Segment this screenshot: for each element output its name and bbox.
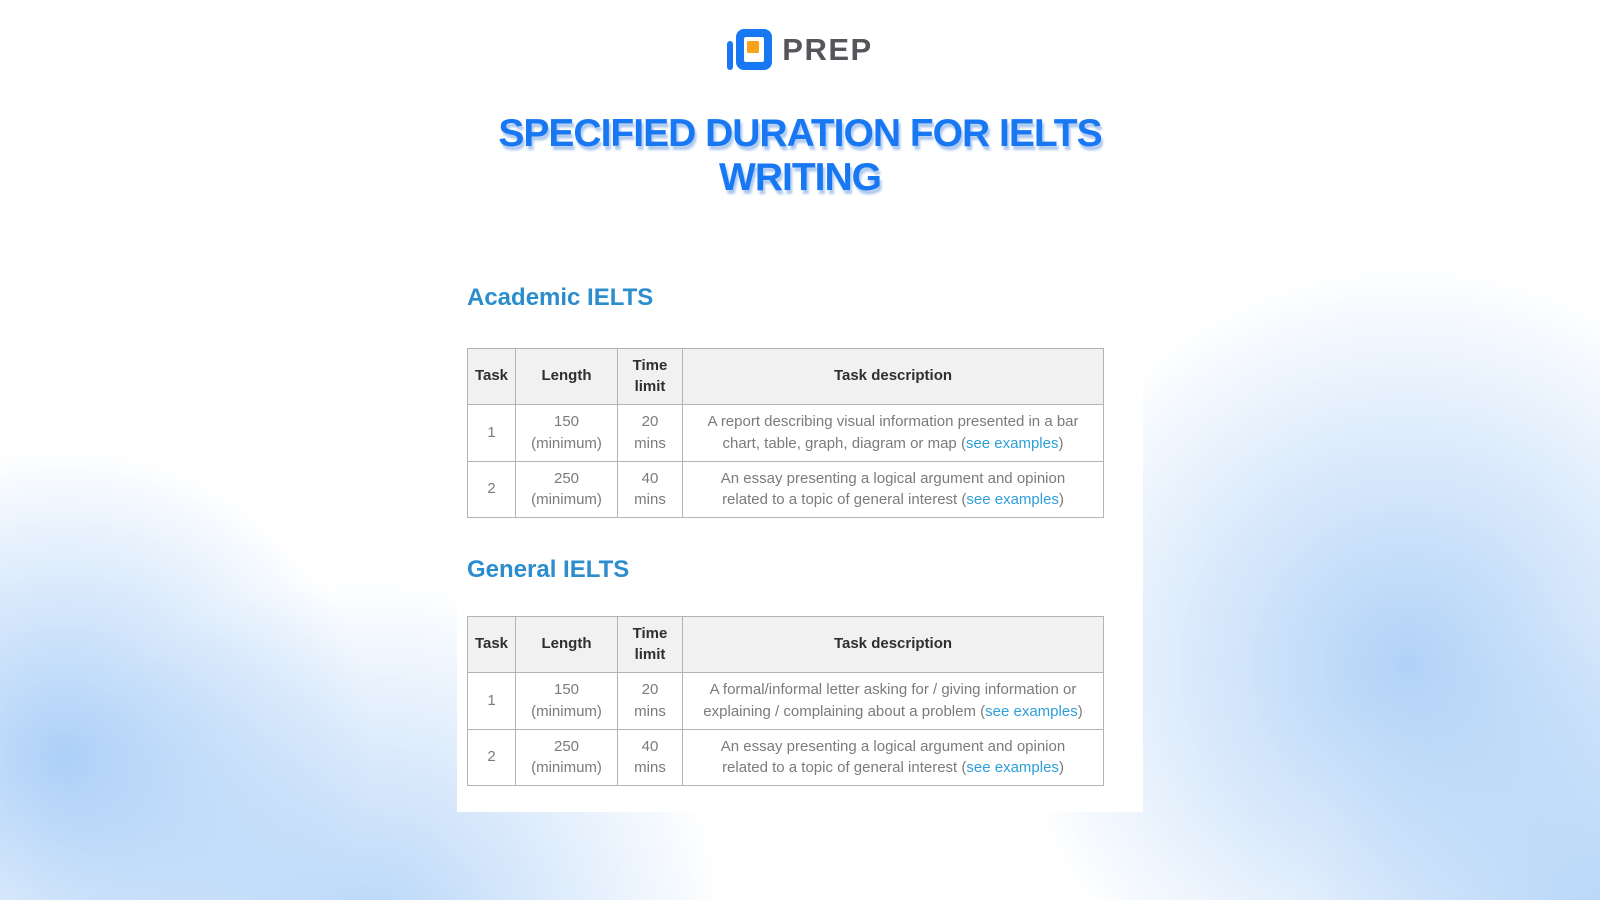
- description-cell: [683, 461, 1104, 518]
- prep-logo-wordmark: PREP: [782, 32, 873, 67]
- description-text: An essay presenting a logical argument and opinion related to a topic of general interest (: [720, 469, 1066, 509]
- time-limit-cell: [618, 405, 683, 462]
- col-header-task-description: Task description: [683, 617, 1104, 673]
- length-note: (minimum): [531, 702, 602, 720]
- section-heading-academic: Academic IELTS: [467, 284, 654, 311]
- time-value: 20: [641, 681, 659, 698]
- see-examples-link[interactable]: see examples: [965, 434, 1059, 452]
- description-text-after: ): [1058, 434, 1064, 452]
- time-value: 40: [641, 469, 659, 487]
- table-row: [468, 729, 1104, 786]
- length-note: (minimum): [531, 434, 602, 452]
- table-row: [468, 461, 1104, 518]
- length-cell: [516, 461, 618, 518]
- task-cell: 2: [468, 461, 516, 518]
- description-text: A formal/informal letter asking for / giving information or explaining / complaining about a problem (: [703, 681, 1077, 720]
- table-header-row: [468, 349, 1104, 405]
- col-header-length: Length: [516, 617, 618, 673]
- length-value: 250: [553, 737, 580, 755]
- col-header-time-limit: Time limit: [618, 349, 683, 405]
- length-value: 250: [553, 469, 580, 487]
- length-cell: [516, 673, 618, 730]
- brand-logo: [467, 0, 1133, 72]
- description-text: A report describing visual information presented in a bar chart, table, graph, diagram or map (: [707, 413, 1079, 452]
- academic-ielts-table: [467, 348, 1104, 518]
- table-row: [468, 405, 1104, 462]
- length-note: (minimum): [531, 759, 602, 777]
- task-cell: 1: [468, 405, 516, 462]
- time-unit: mins: [634, 759, 666, 777]
- description-text-after: ): [1058, 759, 1064, 777]
- general-ielts-table: [467, 616, 1104, 786]
- task-cell: 1: [468, 673, 516, 730]
- see-examples-link[interactable]: see examples: [966, 759, 1059, 777]
- col-header-task: Task: [468, 617, 516, 673]
- length-value: 150: [553, 681, 580, 698]
- time-limit-cell: [618, 673, 683, 730]
- time-limit-cell: [618, 461, 683, 518]
- see-examples-link[interactable]: see examples: [985, 702, 1078, 720]
- table-header-row: [468, 617, 1104, 673]
- length-cell: [516, 405, 618, 462]
- length-value: 150: [553, 413, 580, 430]
- content-panel: [457, 0, 1143, 812]
- col-header-task: Task: [468, 349, 516, 405]
- description-text-after: ): [1058, 491, 1064, 509]
- time-unit: mins: [634, 702, 666, 720]
- description-cell: [683, 405, 1104, 462]
- section-heading-general: General IELTS: [467, 556, 630, 583]
- time-limit-cell: [618, 729, 683, 786]
- col-header-time-limit: Time limit: [618, 617, 683, 673]
- table-row: [468, 673, 1104, 730]
- task-cell: 2: [468, 729, 516, 786]
- description-cell: [683, 729, 1104, 786]
- time-unit: mins: [634, 434, 666, 452]
- col-header-task-description: Task description: [683, 349, 1104, 405]
- time-value: 20: [641, 413, 659, 430]
- length-cell: [516, 729, 618, 786]
- col-header-length: Length: [516, 349, 618, 405]
- description-cell: [683, 673, 1104, 730]
- time-value: 40: [641, 737, 659, 755]
- page-title: SPECIFIED DURATION FOR IELTS WRITING: [498, 112, 1102, 199]
- see-examples-link[interactable]: see examples: [966, 491, 1059, 509]
- time-unit: mins: [634, 491, 666, 509]
- description-text: An essay presenting a logical argument and opinion related to a topic of general interest (: [720, 737, 1066, 777]
- prep-logo-icon: [727, 28, 773, 72]
- description-text-after: ): [1077, 702, 1083, 720]
- length-note: (minimum): [531, 491, 602, 509]
